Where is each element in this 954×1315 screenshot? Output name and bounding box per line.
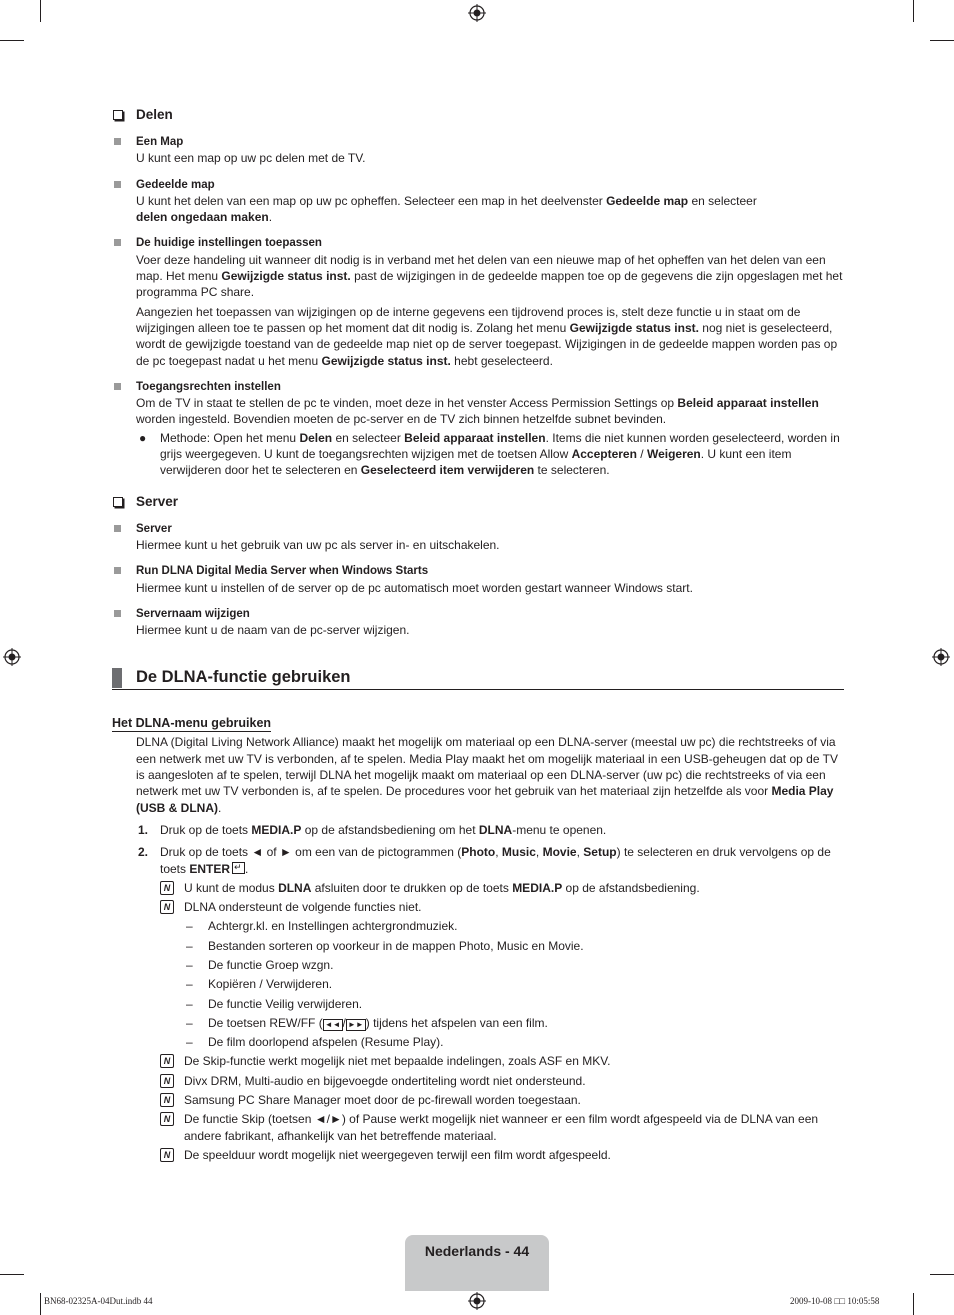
item-paragraph (136, 150, 844, 166)
dash-item (112, 1034, 844, 1050)
bold-text: Delen (299, 430, 333, 445)
text-run: De speelduur wordt mogelijk niet weergegeven terwijl een film wordt afgespeeld. (184, 1147, 611, 1162)
crop-mark (930, 40, 954, 41)
dlna-intro (112, 734, 844, 815)
note-item (112, 1111, 844, 1144)
subheading: Het DLNA-menu gebruiken (112, 716, 272, 731)
dash-bullet-icon: – (186, 957, 193, 972)
steps-list (112, 822, 844, 877)
text-run: ) te selecteren en druk vervolgens op de toets (160, 845, 831, 876)
section-title-text: Delen (136, 107, 173, 122)
bold-text: Gedeelde map (606, 193, 689, 208)
print-timestamp: 2009-10-08 □□ 10:05:58 (790, 1296, 880, 1306)
text-run: . (268, 210, 273, 225)
square-bullet-icon (114, 138, 121, 145)
square-bullet-icon (114, 181, 121, 188)
dash-text (208, 1016, 548, 1030)
note-icon: N (160, 1112, 174, 1126)
list-item (112, 379, 844, 479)
square-bullet-icon (114, 383, 121, 390)
dash-text (208, 939, 584, 953)
dash-text (208, 919, 457, 933)
text-run: U kunt het delen van een map op uw pc opheffen. Selecteer een map in het deelvenster (136, 193, 607, 208)
dash-list (112, 918, 844, 1050)
text-run: De functie Veilig verwijderen. (208, 996, 363, 1011)
crop-mark (0, 1274, 24, 1275)
text-run: U kunt een map op uw pc delen met de TV. (136, 151, 366, 166)
note-text (184, 900, 422, 914)
text-run: / (342, 1015, 346, 1030)
text-run: Voer deze handeling uit wanneer dit nodig is in verband met het delen van een nieuwe map of het opheffen van het delen van een map. Het menu (136, 252, 826, 284)
bold-text: MEDIA.P (251, 822, 302, 837)
square-bullet-icon (114, 239, 121, 246)
item-title: Server (136, 522, 172, 535)
item-title: Een Map (136, 136, 184, 148)
crop-mark (40, 0, 41, 22)
crop-mark (930, 1274, 954, 1275)
crop-mark (913, 0, 914, 22)
dash-item (112, 918, 844, 934)
square-bullet-icon (114, 525, 121, 532)
heading-bar (112, 668, 122, 688)
square-bullet-icon (114, 610, 121, 617)
text-run: , (535, 845, 543, 860)
list-item (112, 606, 844, 639)
text-run: en selecteer (332, 430, 405, 445)
bold-text: Accepteren (571, 447, 637, 462)
bold-text: Gewijzigde status inst. (569, 320, 699, 335)
item-title: Toegangsrechten instellen (136, 380, 281, 393)
text-run: Druk op de toets ◄ of ► om een van de pictogrammen ( (160, 845, 462, 860)
text-run: De Skip-functie werkt mogelijk niet met bepaalde indelingen, zoals ASF en MKV. (184, 1054, 611, 1069)
note-item (112, 880, 844, 896)
chapter-heading-text: De DLNA-functie gebruiken (136, 668, 351, 687)
bold-text: Gewijzigde status inst. (221, 269, 351, 284)
notes-list-a (112, 880, 844, 916)
item-paragraph (136, 580, 844, 596)
section-title-text: Server (136, 493, 179, 509)
text-run: Bestanden sorteren op voorkeur in de mappen Photo, Music en Movie. (208, 938, 584, 953)
note-item (112, 1092, 844, 1108)
dash-bullet-icon: – (186, 919, 193, 934)
dash-item (112, 938, 844, 954)
text-run: Samsung PC Share Manager moet door de pc-firewall worden toegestaan. (184, 1093, 581, 1108)
note-icon: N (160, 1054, 174, 1068)
text-run: op de afstandsbediening om het (301, 822, 479, 837)
bold-text: delen ongedaan maken (136, 210, 269, 225)
item-title: Run DLNA Digital Media Server when Windows Starts (136, 565, 429, 578)
text-run: / (636, 447, 647, 462)
text-run: De toetsen REW/FF ( (208, 1015, 323, 1030)
bold-text: Media Play (USB & DLNA) (136, 784, 834, 815)
item-title: Gedeelde map (136, 178, 215, 191)
step-number: 2. (138, 845, 149, 860)
note-text (184, 1112, 818, 1142)
registration-mark-icon (468, 4, 486, 22)
text-run: en selecteer (688, 193, 757, 208)
note-icon: N (160, 900, 174, 914)
note-text (184, 1054, 610, 1068)
note-item (112, 1053, 844, 1069)
item-paragraph (136, 252, 844, 301)
step-text (160, 845, 831, 875)
dash-text (208, 1035, 443, 1049)
text-run: past de wijzigingen in de gedeelde mappen toe op de gegevens die zijn opgeslagen met het programma PC share. (136, 269, 843, 300)
chapter-heading (112, 666, 844, 690)
note-text (184, 881, 700, 895)
item-paragraph (136, 537, 844, 553)
text-run: DLNA (Digital Living Network Alliance) maakt het mogelijk om materiaal op een DLNA-server (meestal uw pc) die rechtstreeks of via een netwerk met uw TV is verbonden, af te spelen. Media Play maakt het om mogelijk materiaal in een USB-geheugen dat op de TV is aangesloten af te spelen, terwijl DLNA het mogelijk maakt om materiaal op een DLNA-server (uw pc) die rechtstreeks of via een netwerk met uw TV verbonden is, af te spelen. De procedures voor het gebruik van het materiaal zijn hetzelfde als voor (136, 735, 838, 799)
page-number-tab (405, 1235, 549, 1291)
bullet-point (136, 430, 844, 479)
text-run: De film doorlopend afspelen (Resume Play). (208, 1035, 444, 1050)
step-item (112, 844, 844, 877)
text-run: De functie Skip (toetsen ◄/►) of Pause werkt mogelijk niet wanneer er een film wordt afgespeeld via de DLNA van een andere fabrikant, afhankelijk van het betreffende materiaal. (184, 1112, 819, 1143)
note-icon: N (160, 1093, 174, 1107)
text-run: afsluiten door te drukken op de toets (311, 880, 513, 895)
item-title: Servernaam wijzigen (136, 607, 250, 620)
step-item (112, 822, 844, 838)
dash-bullet-icon: – (186, 1035, 193, 1050)
item-paragraph (136, 395, 844, 428)
list-item (112, 563, 844, 596)
dash-item (112, 996, 844, 1012)
text-run: U kunt de modus (184, 880, 279, 895)
crop-mark (913, 1293, 914, 1315)
text-run: Aangezien het toepassen van wijzigingen op de interne gegevens een tijdrovend proces is, stelt deze functie u in staat om de wijzigingen alleen toe te passen op het moment dat dit nodig is. Zolang het menu (136, 304, 801, 335)
bold-text: Gewijzigde status inst. (321, 353, 451, 368)
bold-text: Beleid apparaat instellen (677, 396, 819, 411)
text-run: Divx DRM, Multi-audio en bijgevoegde ondertiteling wordt niet ondersteund. (184, 1073, 586, 1088)
registration-mark-icon (932, 648, 950, 666)
registration-mark-icon (3, 648, 21, 666)
text-run: worden ingesteld. Bovendien moeten de pc-server en de TV zich binnen hetzelfde subnet bevinden. (136, 412, 667, 427)
bold-text: Music (501, 845, 536, 860)
section-title-server (112, 493, 844, 511)
server-items (112, 521, 844, 639)
registration-mark-icon (468, 1292, 486, 1310)
note-item (112, 1147, 844, 1163)
item-paragraph (136, 622, 844, 638)
round-bullet-icon: ● (139, 430, 147, 445)
dash-item (112, 976, 844, 992)
page-content (112, 106, 844, 1163)
text-run: Druk op de toets (160, 822, 252, 837)
bold-text: Movie (542, 845, 577, 860)
text-run: , (495, 845, 502, 860)
dash-item (112, 957, 844, 973)
text-run: Hiermee kunt u de naam van de pc-server wijzigen. (136, 623, 410, 638)
dash-text (208, 977, 332, 991)
text-run: . (218, 800, 222, 815)
item-paragraph (136, 193, 844, 226)
dash-bullet-icon: – (186, 938, 193, 953)
notes-list-b (112, 1053, 844, 1163)
bold-text: Beleid apparaat instellen (404, 430, 546, 445)
text-run: Kopiëren / Verwijderen. (208, 977, 333, 992)
text-run: De functie Groep wzgn. (208, 957, 334, 972)
section-title-delen (112, 106, 844, 124)
bold-text: DLNA (478, 822, 513, 837)
list-item (112, 177, 844, 226)
text-run: Methode: Open het menu (160, 430, 300, 445)
dash-text (208, 958, 333, 972)
crop-mark (0, 40, 24, 41)
checkbox-square-icon (113, 497, 123, 507)
text-run: ) tijdens het afspelen van een film. (365, 1015, 548, 1030)
note-text (184, 1148, 611, 1162)
note-icon: N (160, 881, 174, 895)
fast-forward-icon: ►► (347, 1019, 364, 1029)
checkbox-square-icon (113, 110, 123, 120)
note-text (184, 1074, 586, 1088)
step-text (160, 823, 606, 837)
text-run: -menu te openen. (512, 822, 607, 837)
delen-items (112, 134, 844, 479)
bold-text: DLNA (278, 880, 312, 895)
bold-text: Geselecteerd item verwijderen (360, 463, 535, 478)
dash-bullet-icon: – (186, 996, 193, 1011)
bold-text: Setup (583, 845, 617, 860)
dash-item (112, 1015, 844, 1031)
step-number: 1. (138, 822, 149, 837)
bold-text: ENTER (189, 861, 231, 876)
crop-mark (40, 1293, 41, 1315)
list-item (112, 235, 844, 368)
list-item (112, 134, 844, 167)
text-run: . Items die niet kunnen worden geselecteerd, worden in grijs weergegeven. U kunt de toegangsrechten wijzigen met de toetsen Allow (160, 430, 840, 462)
dash-bullet-icon: – (186, 1015, 193, 1030)
list-item (112, 521, 844, 554)
dash-text (208, 997, 362, 1011)
bold-text: Photo (461, 845, 496, 860)
text-run: , (576, 845, 584, 860)
text-run: . U kunt een item verwijderen door het te selecteren en (160, 447, 792, 478)
item-paragraph (136, 304, 844, 369)
note-text (184, 1093, 581, 1107)
text-run: hebt geselecteerd. (450, 353, 553, 368)
text-run: Om de TV in staat te stellen de pc te vinden, moet deze in het venster Access Permission Settings op (136, 396, 678, 411)
note-item (112, 1073, 844, 1089)
square-bullet-icon (114, 567, 121, 574)
enter-icon (232, 862, 245, 874)
text-run: Achtergr.kl. en Instellingen achtergrondmuziek. (208, 919, 458, 934)
text-run: te selecteren. (534, 463, 610, 478)
text-run: DLNA ondersteunt de volgende functies niet. (184, 900, 422, 915)
item-title: De huidige instellingen toepassen (136, 237, 322, 250)
note-icon: N (160, 1148, 174, 1162)
bold-text: Weigeren (646, 447, 701, 462)
bold-text: MEDIA.P (512, 880, 563, 895)
text-run: nog niet is geselecteerd, wordt de gewijzigde toestand van de gedeelde map niet op de server toegepast. Wijzigingen in de gedeelde mappen worden pas op de pc toegepast nadat u het menu (136, 320, 838, 368)
bullet-text (160, 431, 840, 478)
text-run: Hiermee kunt u instellen of de server op de pc automatisch moet worden gestart wanneer Windows start. (136, 580, 693, 595)
text-run: Hiermee kunt u het gebruik van uw pc als server in- en uitschakelen. (136, 537, 500, 552)
text-run: . (245, 861, 249, 876)
text-run: op de afstandsbediening. (562, 880, 700, 895)
rewind-icon: ◄◄ (324, 1019, 341, 1029)
page-number-label: Nederlands - 44 (424, 1243, 530, 1259)
note-icon: N (160, 1074, 174, 1088)
note-item (112, 899, 844, 915)
print-file-info: BN68-02325A-04Dut.indb 44 (44, 1296, 153, 1306)
dash-bullet-icon: – (186, 977, 193, 992)
